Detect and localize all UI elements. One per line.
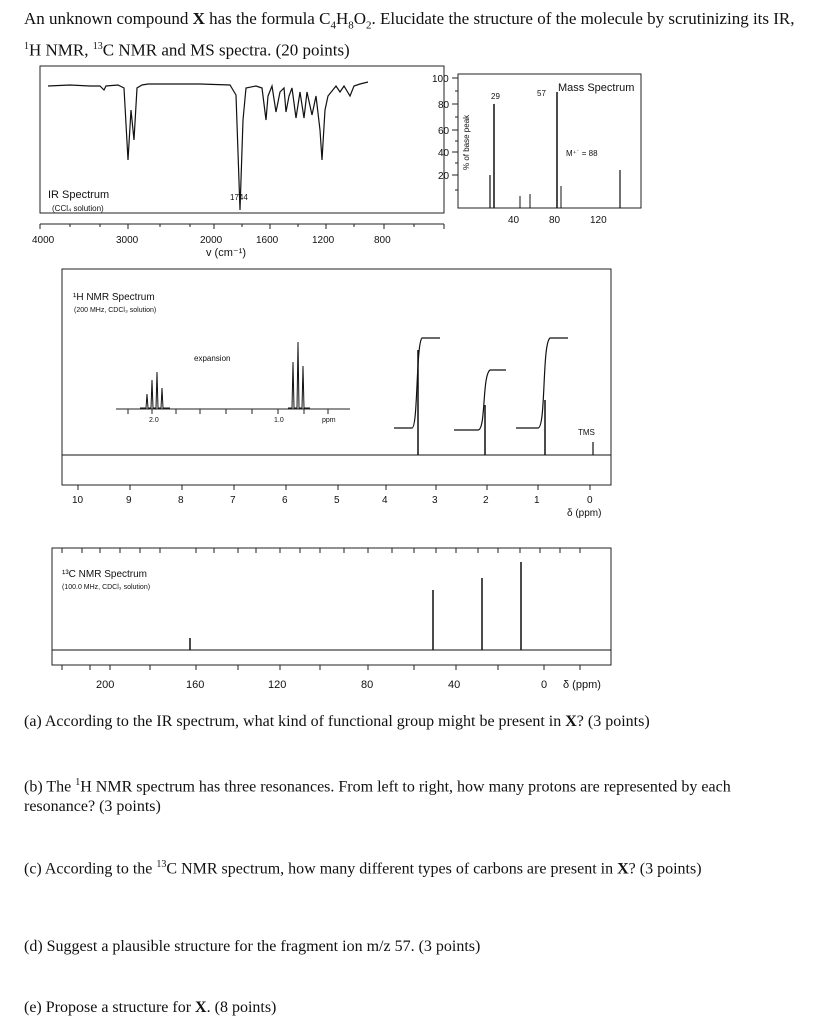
hnmr-axis-ticks [78,485,590,490]
hnmr-tick-2: 2 [483,495,489,506]
question-e-x: X [195,999,207,1016]
ir-tick-3000: 3000 [116,235,139,246]
cnmr-title: ¹³C NMR Spectrum [62,569,148,580]
compound-x: X [192,9,205,28]
hnmr-tick-3: 3 [432,495,438,506]
cnmr-top-ticks [62,548,580,553]
ir-solution: (CCl₄ solution) [52,204,104,213]
ms-y-label: % of base peak [462,114,471,170]
ir-x-label: v (cm⁻¹) [206,247,247,259]
hnmr-tick-10: 10 [72,495,84,506]
hnmr-tick-1: 1 [534,495,540,506]
ms-ytick-80: 80 [438,100,450,111]
hnmr-tick-7: 7 [230,495,236,506]
ms-xtick-40: 40 [508,215,520,226]
expansion-tick-2-0: 2.0 [149,417,159,424]
expansion-ticks [128,409,328,414]
cnmr-frame [52,548,611,665]
ms-xtick-120: 120 [590,215,607,226]
c-nmr-spectrum [52,548,611,691]
problem-statement: An unknown compound X has the formula $C_4H_8O_2$. Elucidate the structure of the molecule by scrutinizing its IR, $^1$H NMR, $^{13}$C NMR and MS spectra. (20 points) [24,9,795,61]
hnmr-unit: δ (ppm) [567,508,602,519]
cnmr-unit: δ (ppm) [563,679,601,691]
ir-tick-1200: 1200 [312,235,335,246]
ms-molecular-ion: M⁺˙ = 88 [566,149,598,158]
mass-spectrum [432,74,641,226]
tms-label: TMS [578,428,595,437]
ir-tick-marks [40,224,444,229]
cnmr-tick-120: 120 [268,679,287,691]
hnmr-tick-6: 6 [282,495,288,506]
question-e: (e) Propose a structure for X. (8 points) [24,999,277,1016]
ir-tick-2000: 2000 [200,235,223,246]
cnmr-tick-80: 80 [361,679,374,691]
hnmr-integral-2 [454,370,506,430]
question-d: (d) Suggest a plausible structure for the fragment ion m/z 57. (3 points) [24,938,481,955]
ms-frame [458,74,641,208]
expansion-tick-ppm: ppm [322,417,336,424]
cnmr-tick-160: 160 [186,679,205,691]
hnmr-integral-1 [394,338,440,428]
ms-y-ticks [452,78,458,190]
question-a: (a) According to the IR spectrum, what kind of functional group might be present in X? (3 points) [24,713,650,730]
cnmr-tick-0: 0 [541,679,548,691]
h-nmr-spectrum [62,269,611,519]
hnmr-title: ¹H NMR Spectrum [73,292,155,303]
ms-title: Mass Spectrum [558,82,635,94]
ir-tick-4000: 4000 [32,235,55,246]
hnmr-tick-0: 0 [587,495,593,506]
hnmr-solution: (200 MHz, CDCl₃ solution) [74,307,157,314]
hnmr-tick-9: 9 [126,495,132,506]
ms-label-57: 57 [537,89,546,98]
ir-tick-1600: 1600 [256,235,279,246]
cnmr-bottom-ticks [62,665,580,670]
ms-ytick-40: 40 [438,148,450,159]
hnmr-expansion-label: expansion [194,354,231,363]
question-a-x: X [565,713,577,730]
question-c-x: X [617,860,629,878]
ms-ytick-100: 100 [432,74,449,85]
hnmr-tick-4: 4 [382,495,388,506]
cnmr-tick-200: 200 [96,679,115,691]
hnmr-integral-3 [516,338,568,428]
ir-spectrum [32,66,444,259]
expansion-quartet [140,372,170,408]
ir-peak-label: 1744 [230,193,248,202]
ms-ytick-60: 60 [438,126,450,137]
ir-tick-800: 800 [374,235,391,246]
cnmr-tick-40: 40 [448,679,461,691]
hnmr-tick-5: 5 [334,495,340,506]
cnmr-solution: (100.0 MHz, CDCl₃ solution) [62,584,151,591]
ms-ytick-20: 20 [438,171,450,182]
ir-title: IR Spectrum [48,189,110,201]
question-b: (b) The $^1$H NMR spectrum has three resonances. From left to right, how many protons are represented by each resonance? (3 points) [24,777,731,816]
ms-label-29: 29 [491,92,500,101]
expansion-triplet [288,342,310,408]
question-c: (c) According to the $^{13}$C NMR spectrum, how many different types of carbons are present in X? (3 points) [24,859,702,878]
ms-xtick-80: 80 [549,215,561,226]
expansion-tick-1-0: 1.0 [274,417,284,424]
hnmr-tick-8: 8 [178,495,184,506]
